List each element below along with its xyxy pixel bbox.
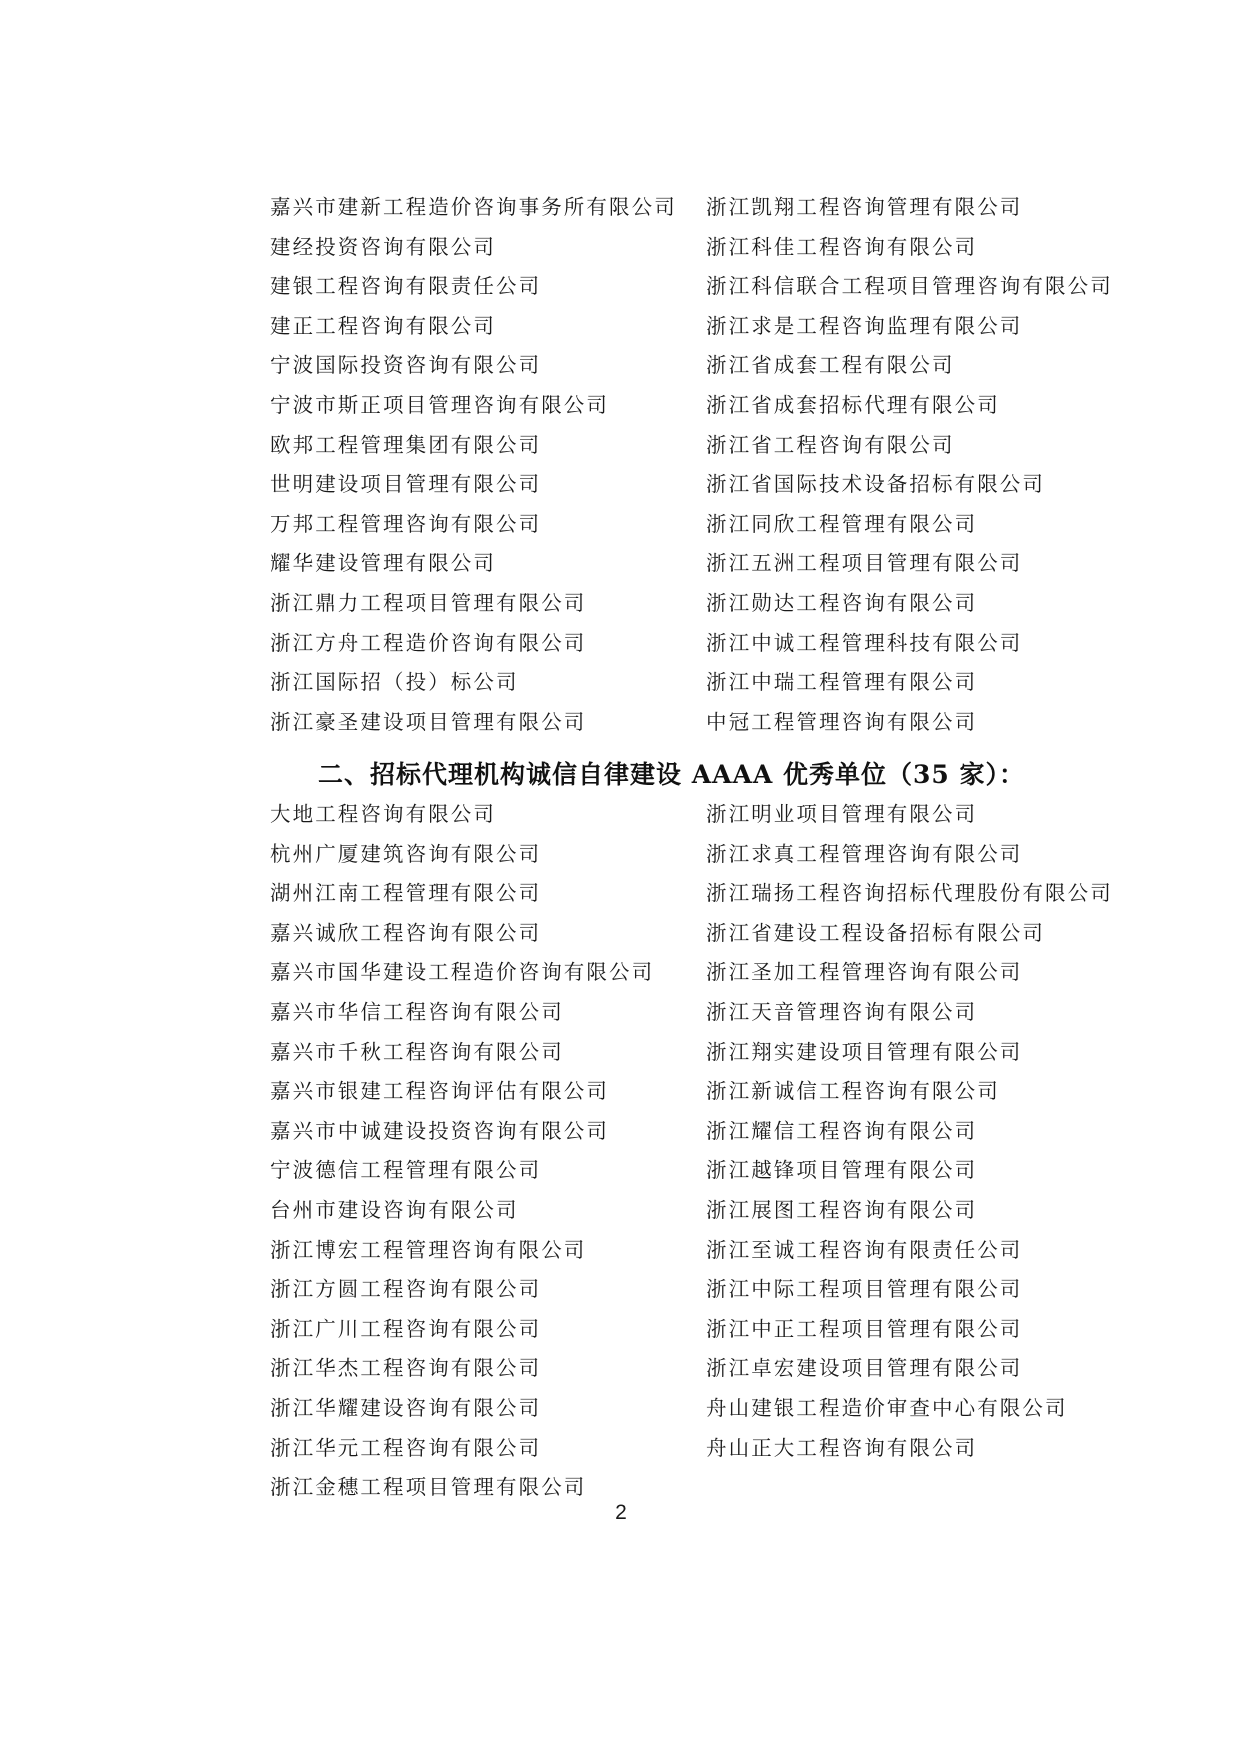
company-name: 浙江华杰工程咨询有限公司 bbox=[270, 1356, 542, 1381]
page-number: 2 bbox=[615, 1501, 627, 1524]
company-name: 浙江求真工程管理咨询有限公司 bbox=[706, 841, 1023, 866]
company-name: 欧邦工程管理集团有限公司 bbox=[270, 432, 542, 457]
company-name: 嘉兴市国华建设工程造价咨询有限公司 bbox=[270, 960, 655, 985]
company-name: 舟山正大工程咨询有限公司 bbox=[706, 1435, 978, 1460]
company-name: 杭州广厦建筑咨询有限公司 bbox=[270, 841, 542, 866]
company-name: 浙江省工程咨询有限公司 bbox=[706, 432, 955, 457]
company-name: 浙江华耀建设咨询有限公司 bbox=[270, 1395, 542, 1420]
company-name: 浙江耀信工程咨询有限公司 bbox=[706, 1118, 978, 1143]
company-name: 浙江瑞扬工程咨询招标代理股份有限公司 bbox=[706, 881, 1113, 906]
company-name: 浙江博宏工程管理咨询有限公司 bbox=[270, 1237, 587, 1262]
company-name: 湖州江南工程管理有限公司 bbox=[270, 881, 542, 906]
company-name: 建经投资咨询有限公司 bbox=[270, 234, 496, 259]
company-name: 嘉兴市中诚建设投资咨询有限公司 bbox=[270, 1118, 609, 1143]
company-name: 浙江中瑞工程管理有限公司 bbox=[706, 670, 978, 695]
company-name: 浙江豪圣建设项目管理有限公司 bbox=[270, 709, 587, 734]
company-name: 浙江省建设工程设备招标有限公司 bbox=[706, 920, 1045, 945]
company-name: 浙江方圆工程咨询有限公司 bbox=[270, 1277, 542, 1302]
company-name: 浙江中际工程项目管理有限公司 bbox=[706, 1277, 1023, 1302]
company-name: 浙江金穗工程项目管理有限公司 bbox=[270, 1475, 587, 1500]
company-name: 嘉兴市银建工程咨询评估有限公司 bbox=[270, 1079, 609, 1104]
company-name: 浙江国际招（投）标公司 bbox=[270, 670, 519, 695]
company-name: 舟山建银工程造价审查中心有限公司 bbox=[706, 1395, 1068, 1420]
company-name: 浙江天音管理咨询有限公司 bbox=[706, 999, 978, 1024]
company-name: 大地工程咨询有限公司 bbox=[270, 802, 496, 826]
company-name: 宁波市斯正项目管理咨询有限公司 bbox=[270, 392, 609, 417]
company-list-section-1 bbox=[270, 188, 1130, 742]
company-name: 浙江五洲工程项目管理有限公司 bbox=[706, 551, 1023, 576]
company-list-section-2 bbox=[270, 795, 1130, 1508]
company-name: 浙江鼎力工程项目管理有限公司 bbox=[270, 590, 587, 615]
company-name: 万邦工程管理咨询有限公司 bbox=[270, 511, 542, 536]
company-name: 浙江广川工程咨询有限公司 bbox=[270, 1316, 542, 1341]
company-name: 中冠工程管理咨询有限公司 bbox=[706, 709, 978, 734]
company-name: 嘉兴诚欣工程咨询有限公司 bbox=[270, 920, 542, 945]
company-name: 浙江同欣工程管理有限公司 bbox=[706, 511, 978, 536]
section-heading: 二、招标代理机构诚信自律建设 AAAA 优秀单位（35 家）： bbox=[318, 760, 1025, 789]
company-name: 浙江华元工程咨询有限公司 bbox=[270, 1435, 542, 1460]
company-name: 建正工程咨询有限公司 bbox=[270, 313, 496, 338]
company-name: 嘉兴市千秋工程咨询有限公司 bbox=[270, 1039, 564, 1064]
company-name: 浙江省成套招标代理有限公司 bbox=[706, 392, 1000, 417]
company-name: 浙江科信联合工程项目管理咨询有限公司 bbox=[706, 274, 1113, 299]
company-name: 浙江省国际技术设备招标有限公司 bbox=[706, 472, 1045, 497]
company-name: 建银工程咨询有限责任公司 bbox=[270, 274, 542, 299]
company-name: 耀华建设管理有限公司 bbox=[270, 551, 496, 576]
company-name: 世明建设项目管理有限公司 bbox=[270, 472, 542, 497]
company-name: 浙江方舟工程造价咨询有限公司 bbox=[270, 630, 587, 655]
company-name: 浙江明业项目管理有限公司 bbox=[706, 802, 978, 826]
company-name: 浙江省成套工程有限公司 bbox=[706, 353, 955, 378]
company-name: 嘉兴市华信工程咨询有限公司 bbox=[270, 999, 564, 1024]
company-name: 浙江越锋项目管理有限公司 bbox=[706, 1158, 978, 1183]
company-name: 嘉兴市建新工程造价咨询事务所有限公司 bbox=[270, 195, 677, 219]
company-name: 浙江展图工程咨询有限公司 bbox=[706, 1197, 978, 1222]
company-name: 浙江圣加工程管理咨询有限公司 bbox=[706, 960, 1023, 985]
company-name: 浙江科佳工程咨询有限公司 bbox=[706, 234, 978, 259]
company-name: 浙江中诚工程管理科技有限公司 bbox=[706, 630, 1023, 655]
company-name: 浙江勋达工程咨询有限公司 bbox=[706, 590, 978, 615]
company-name: 浙江新诚信工程咨询有限公司 bbox=[706, 1079, 1000, 1104]
company-name: 宁波国际投资咨询有限公司 bbox=[270, 353, 542, 378]
company-name: 浙江凯翔工程咨询管理有限公司 bbox=[706, 195, 1023, 219]
company-name: 浙江求是工程咨询监理有限公司 bbox=[706, 313, 1023, 338]
company-name: 浙江翔实建设项目管理有限公司 bbox=[706, 1039, 1023, 1064]
company-name: 宁波德信工程管理有限公司 bbox=[270, 1158, 542, 1183]
company-name: 浙江卓宏建设项目管理有限公司 bbox=[706, 1356, 1023, 1381]
company-name: 浙江至诚工程咨询有限责任公司 bbox=[706, 1237, 1023, 1262]
company-name: 浙江中正工程项目管理有限公司 bbox=[706, 1316, 1023, 1341]
company-name: 台州市建设咨询有限公司 bbox=[270, 1197, 519, 1222]
